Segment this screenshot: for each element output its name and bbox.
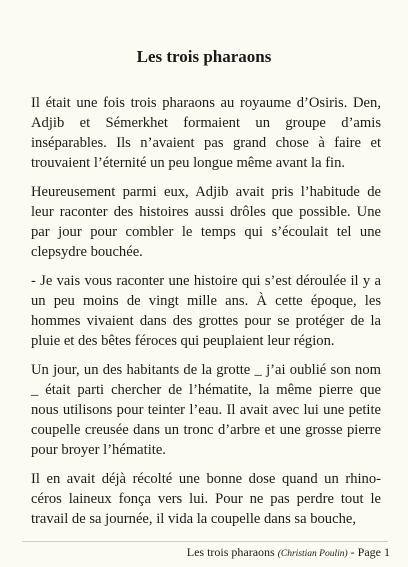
paragraph-2: Heureusement parmi eux, Adjib avait pris l’habitude de leur raconter des histoires aussi drôles que possible. Une par jour pour combler le temps qui s’écoulait tel une clepsydre bouchée.: [31, 184, 381, 260]
paragraph-4: Un jour, un des habitants de la grotte _ j’ai oublié son nom _ était parti chercher de l’hématite, la même pierre que nous utilisons pour teinter l’eau. Il avait avec lui une petite coupelle creusée dans un tronc d’arbre et une grosse pierre pour broyer l’hématite.: [31, 362, 381, 458]
story-body: [31, 93, 381, 538]
footer-title: Les trois pharaons: [186, 545, 275, 559]
page-title: Les trois pharaons: [136, 47, 272, 66]
footer-page-number: - Page 1: [350, 545, 390, 559]
footer-author: (Christian Poulin): [277, 549, 348, 559]
paragraph-5: Il en avait déjà récolté une bonne dose quand un rhino-céros laineux fonça vers lui. Pour ne pas perdre tout le travail de sa journée, il vida la coupelle dans sa bouche,: [31, 471, 381, 527]
page-footer: [187, 545, 390, 561]
footer-divider: [22, 541, 388, 542]
paragraph-1: Il était une fois trois pharaons au royaume d’Osiris. Den, Adjib et Sémerkhet formaient un groupe d’amis inséparables. Ils n’avaient pas grand chose à faire et trouvaient l’éternité un peu longue même avant la fin.: [31, 95, 381, 171]
paragraph-3: - Je vais vous raconter une histoire qui s’est déroulée il y a un peu moins de vingt mille ans. À cette époque, les hommes vivaient dans des grottes pour se protéger de la pluie et des bêtes féroces qui peuplaient leur région.: [31, 273, 381, 349]
